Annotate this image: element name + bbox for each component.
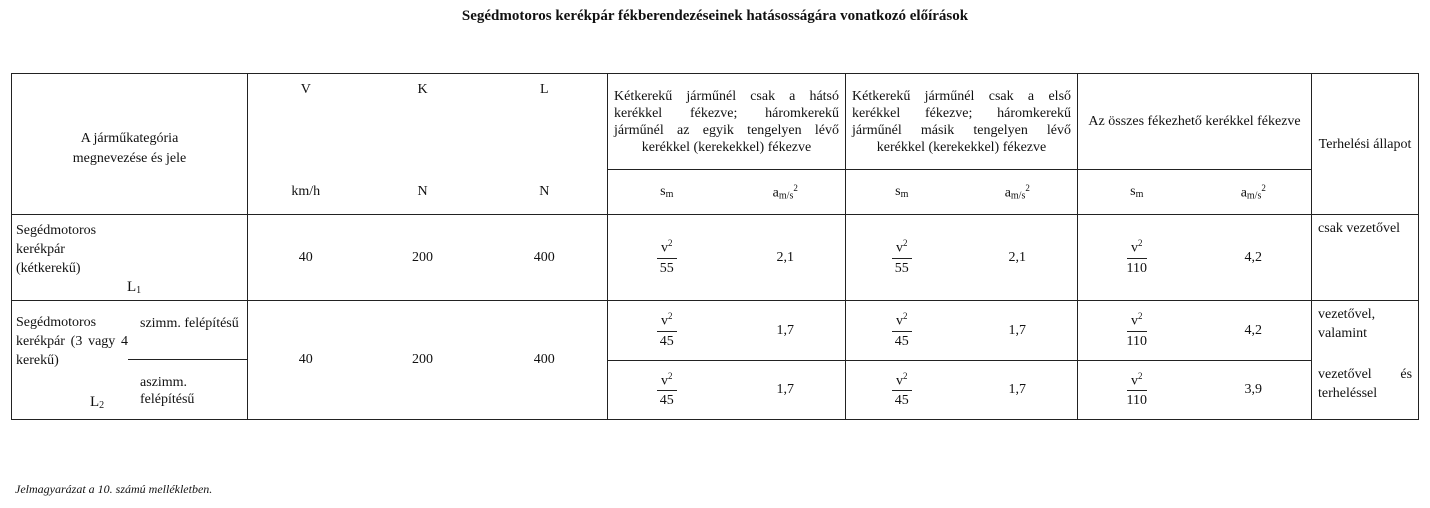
header-group-rear: Kétkerekű járműnél csak a hátsó kerékkel fékezve; háromkerekű járműnél az egyik tengelyen lévő kerékkel (kerekekkel) fékezve xyxy=(608,74,846,170)
row1-v: 40 xyxy=(248,215,364,301)
row2a-s3: $\frac{v^2}{110}$ xyxy=(1078,301,1196,361)
header-v: V xyxy=(248,74,364,170)
row2b-s1: $\frac{v^2}{45}$ xyxy=(608,361,726,420)
col-s-3: $s_m$ xyxy=(1078,170,1196,215)
row2a-load: vezetővel, valamint xyxy=(1312,301,1419,361)
unit-l: N xyxy=(482,170,608,215)
row2a-s2: $\frac{v^2}{45}$ xyxy=(846,301,958,361)
row1-code: $L_1$ xyxy=(127,279,142,296)
col-s-2: $s_m$ xyxy=(846,170,958,215)
row1-category xyxy=(12,215,248,301)
row2-category xyxy=(12,301,248,420)
header-group-front: Kétkerekű járműnél csak a első kerékkel fékezve; háromkerekű járműnél másik tengelyen lévő kerékkel (kerekekkel) fékezve xyxy=(846,74,1078,170)
row1-s2: $\frac{v^2}{55}$ xyxy=(846,215,958,301)
row2a-s1: $\frac{v^2}{45}$ xyxy=(608,301,726,361)
table-row xyxy=(12,215,1419,301)
header-k: K xyxy=(364,74,482,170)
header-category-text: A járműkategória megnevezése és jele xyxy=(72,131,187,166)
col-a-2: $a_{m/s}^2$ xyxy=(958,170,1078,215)
row1-s3: $\frac{v^2}{110}$ xyxy=(1078,215,1196,301)
row2a-a2: 1,7 xyxy=(958,301,1078,361)
row2-v: 40 xyxy=(248,301,364,420)
row2b-s3: $\frac{v^2}{110}$ xyxy=(1078,361,1196,420)
row1-k: 200 xyxy=(364,215,482,301)
header-category xyxy=(12,74,248,215)
row2-k: 200 xyxy=(364,301,482,420)
row1-a3: 4,2 xyxy=(1196,215,1312,301)
row2-l: 400 xyxy=(482,301,608,420)
row2b-a1: 1,7 xyxy=(726,361,846,420)
row2a-a3: 4,2 xyxy=(1196,301,1312,361)
row2-variant-asym: aszimm. felépítésű xyxy=(140,375,195,407)
row2-name: Segédmotoros kerékpár (3 vagy 4 kerekű) xyxy=(16,315,128,368)
header-load xyxy=(1312,74,1419,215)
row1-s1: $\frac{v^2}{55}$ xyxy=(608,215,726,301)
col-a-1: $a_{m/s}^2$ xyxy=(726,170,846,215)
col-s-1: $s_m$ xyxy=(608,170,726,215)
row1-l: 400 xyxy=(482,215,608,301)
header-group-all: Az összes fékezhető kerékkel fékezve xyxy=(1078,74,1312,170)
header-l: L xyxy=(482,74,608,170)
row2b-load: vezetővel és terheléssel xyxy=(1312,361,1419,420)
table-row xyxy=(12,301,1419,361)
variant-divider xyxy=(128,359,247,360)
row2b-s2: $\frac{v^2}{45}$ xyxy=(846,361,958,420)
row1-a2: 2,1 xyxy=(958,215,1078,301)
brake-requirements-table xyxy=(11,73,1419,420)
row1-a1: 2,1 xyxy=(726,215,846,301)
unit-k: N xyxy=(364,170,482,215)
col-a-3: $a_{m/s}^2$ xyxy=(1196,170,1312,215)
row1-name: Segédmotoros kerékpár (kétkerekű) xyxy=(16,223,97,276)
row2a-a1: 1,7 xyxy=(726,301,846,361)
page-title: Segédmotoros kerékpár fékberendezéseinek hatásosságára vonatkozó előírások xyxy=(461,8,969,24)
row2-code: $L_2$ xyxy=(90,394,105,411)
unit-v: km/h xyxy=(248,170,364,215)
row2b-a3: 3,9 xyxy=(1196,361,1312,420)
footnote: Jelmagyarázat a 10. számú mellékletben. xyxy=(15,482,213,496)
row1-load: csak vezetővel xyxy=(1312,215,1419,301)
header-load-text: Terhelési állapot xyxy=(1318,136,1412,152)
row2-variant-sym: szimm. felépítésű xyxy=(140,316,239,331)
row2b-a2: 1,7 xyxy=(958,361,1078,420)
